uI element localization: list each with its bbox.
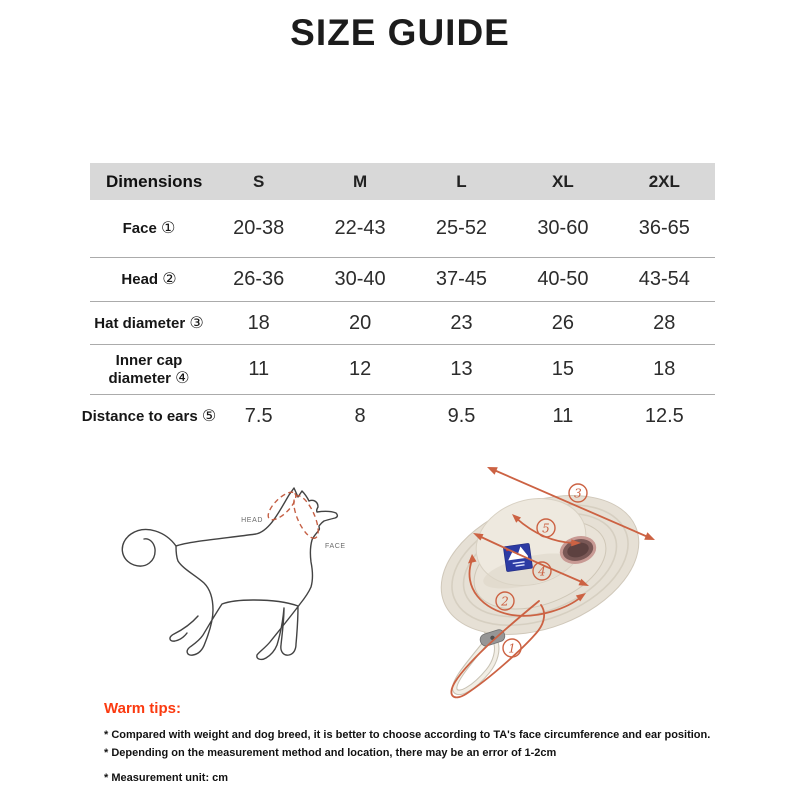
row-label-inner-cap bbox=[105, 352, 193, 388]
col-header-size-s: S bbox=[253, 171, 265, 191]
cell-inner-l: 13 bbox=[450, 358, 473, 380]
row-label-distance-to-ears bbox=[82, 407, 216, 425]
table-row-face bbox=[90, 200, 715, 258]
circled-number-5-icon: ⑤ bbox=[201, 406, 217, 426]
cell-hat-m: 20 bbox=[348, 311, 372, 334]
cell-ears-xl: 11 bbox=[552, 405, 574, 427]
cell-inner-xl: 15 bbox=[551, 358, 575, 380]
circled-number-3-icon: ③ bbox=[189, 312, 204, 332]
cell-ears-2xl: 12.5 bbox=[644, 405, 684, 427]
warm-tips-heading: Warm tips: bbox=[104, 700, 181, 717]
col-header-size-m: M bbox=[353, 171, 368, 191]
table-row-head bbox=[90, 258, 715, 302]
table-row-inner-cap-diameter bbox=[90, 345, 715, 395]
hat-measurement-diagram bbox=[428, 438, 718, 700]
circled-number-4-icon: ④ bbox=[175, 367, 190, 387]
cell-hat-2xl: 28 bbox=[653, 311, 676, 334]
col-header-dimensions: Dimensions bbox=[106, 171, 203, 191]
dog-measurement-diagram bbox=[110, 450, 390, 690]
cell-head-l: 37-45 bbox=[435, 268, 488, 290]
row-label-hat-diameter bbox=[94, 314, 203, 332]
circled-number-2-icon: ② bbox=[162, 269, 177, 289]
dog-tail bbox=[122, 530, 176, 567]
row-label-text: Head bbox=[121, 271, 159, 289]
cell-face-l: 25-52 bbox=[435, 217, 488, 239]
col-header-size-xl: XL bbox=[552, 171, 574, 191]
brand-tag bbox=[503, 543, 532, 571]
svg-text:4: 4 bbox=[538, 564, 546, 579]
svg-text:5: 5 bbox=[542, 521, 550, 536]
cell-hat-s: 18 bbox=[247, 311, 270, 334]
warm-tips-section bbox=[104, 700, 716, 787]
cell-head-s: 26-36 bbox=[233, 268, 285, 290]
marker-1 bbox=[503, 639, 521, 657]
col-header-size-l: L bbox=[456, 171, 467, 191]
col-header-size-2xl: 2XL bbox=[648, 171, 680, 191]
cell-hat-xl: 26 bbox=[551, 311, 575, 334]
marker-3 bbox=[569, 484, 587, 502]
cell-head-2xl: 43-54 bbox=[638, 268, 690, 290]
cell-inner-2xl: 18 bbox=[653, 358, 676, 380]
head-label: HEAD bbox=[241, 517, 263, 524]
size-table bbox=[81, 163, 715, 438]
page-title: SIZE GUIDE bbox=[290, 12, 510, 53]
row-label-text: Inner cap diameter bbox=[108, 351, 183, 387]
face-measure-ellipse bbox=[289, 493, 323, 542]
cell-head-xl: 40-50 bbox=[537, 268, 589, 290]
cell-head-m: 30-40 bbox=[334, 268, 386, 290]
table-header-row bbox=[90, 163, 715, 200]
cell-face-2xl: 36-65 bbox=[638, 217, 690, 239]
warm-tips-line-2: * Measurement unit: cm bbox=[104, 772, 229, 785]
cell-face-m: 22-43 bbox=[334, 217, 386, 239]
svg-text:2: 2 bbox=[501, 594, 509, 609]
cell-ears-l: 9.5 bbox=[447, 405, 476, 427]
cell-inner-m: 12 bbox=[348, 358, 372, 380]
cell-hat-l: 23 bbox=[450, 311, 473, 334]
cell-face-xl: 30-60 bbox=[537, 217, 589, 239]
circled-number-1-icon: ① bbox=[161, 218, 176, 238]
table-row-distance-to-ears bbox=[81, 395, 715, 438]
cell-ears-m: 8 bbox=[354, 405, 366, 427]
cell-face-s: 20-38 bbox=[233, 217, 285, 239]
row-label-text: Hat diameter bbox=[94, 314, 186, 332]
svg-text:3: 3 bbox=[574, 486, 582, 501]
dog-far-leg bbox=[170, 616, 198, 641]
cell-inner-s: 11 bbox=[248, 358, 270, 380]
row-label-head bbox=[121, 270, 176, 288]
row-label-face bbox=[123, 219, 176, 237]
svg-text:1: 1 bbox=[508, 641, 516, 656]
table-row-hat-diameter bbox=[90, 302, 715, 345]
cell-ears-s: 7.5 bbox=[244, 405, 273, 427]
row-label-text: Face bbox=[122, 220, 157, 238]
face-label: FACE bbox=[325, 543, 346, 550]
warm-tips-line-1: * Compared with weight and dog breed, it is better to choose according to TA's face circumference and ear position. * Depending on the measurement method and location, there may be an error of 1-2cm bbox=[104, 729, 711, 760]
row-label-text: Distance to ears bbox=[81, 408, 198, 426]
